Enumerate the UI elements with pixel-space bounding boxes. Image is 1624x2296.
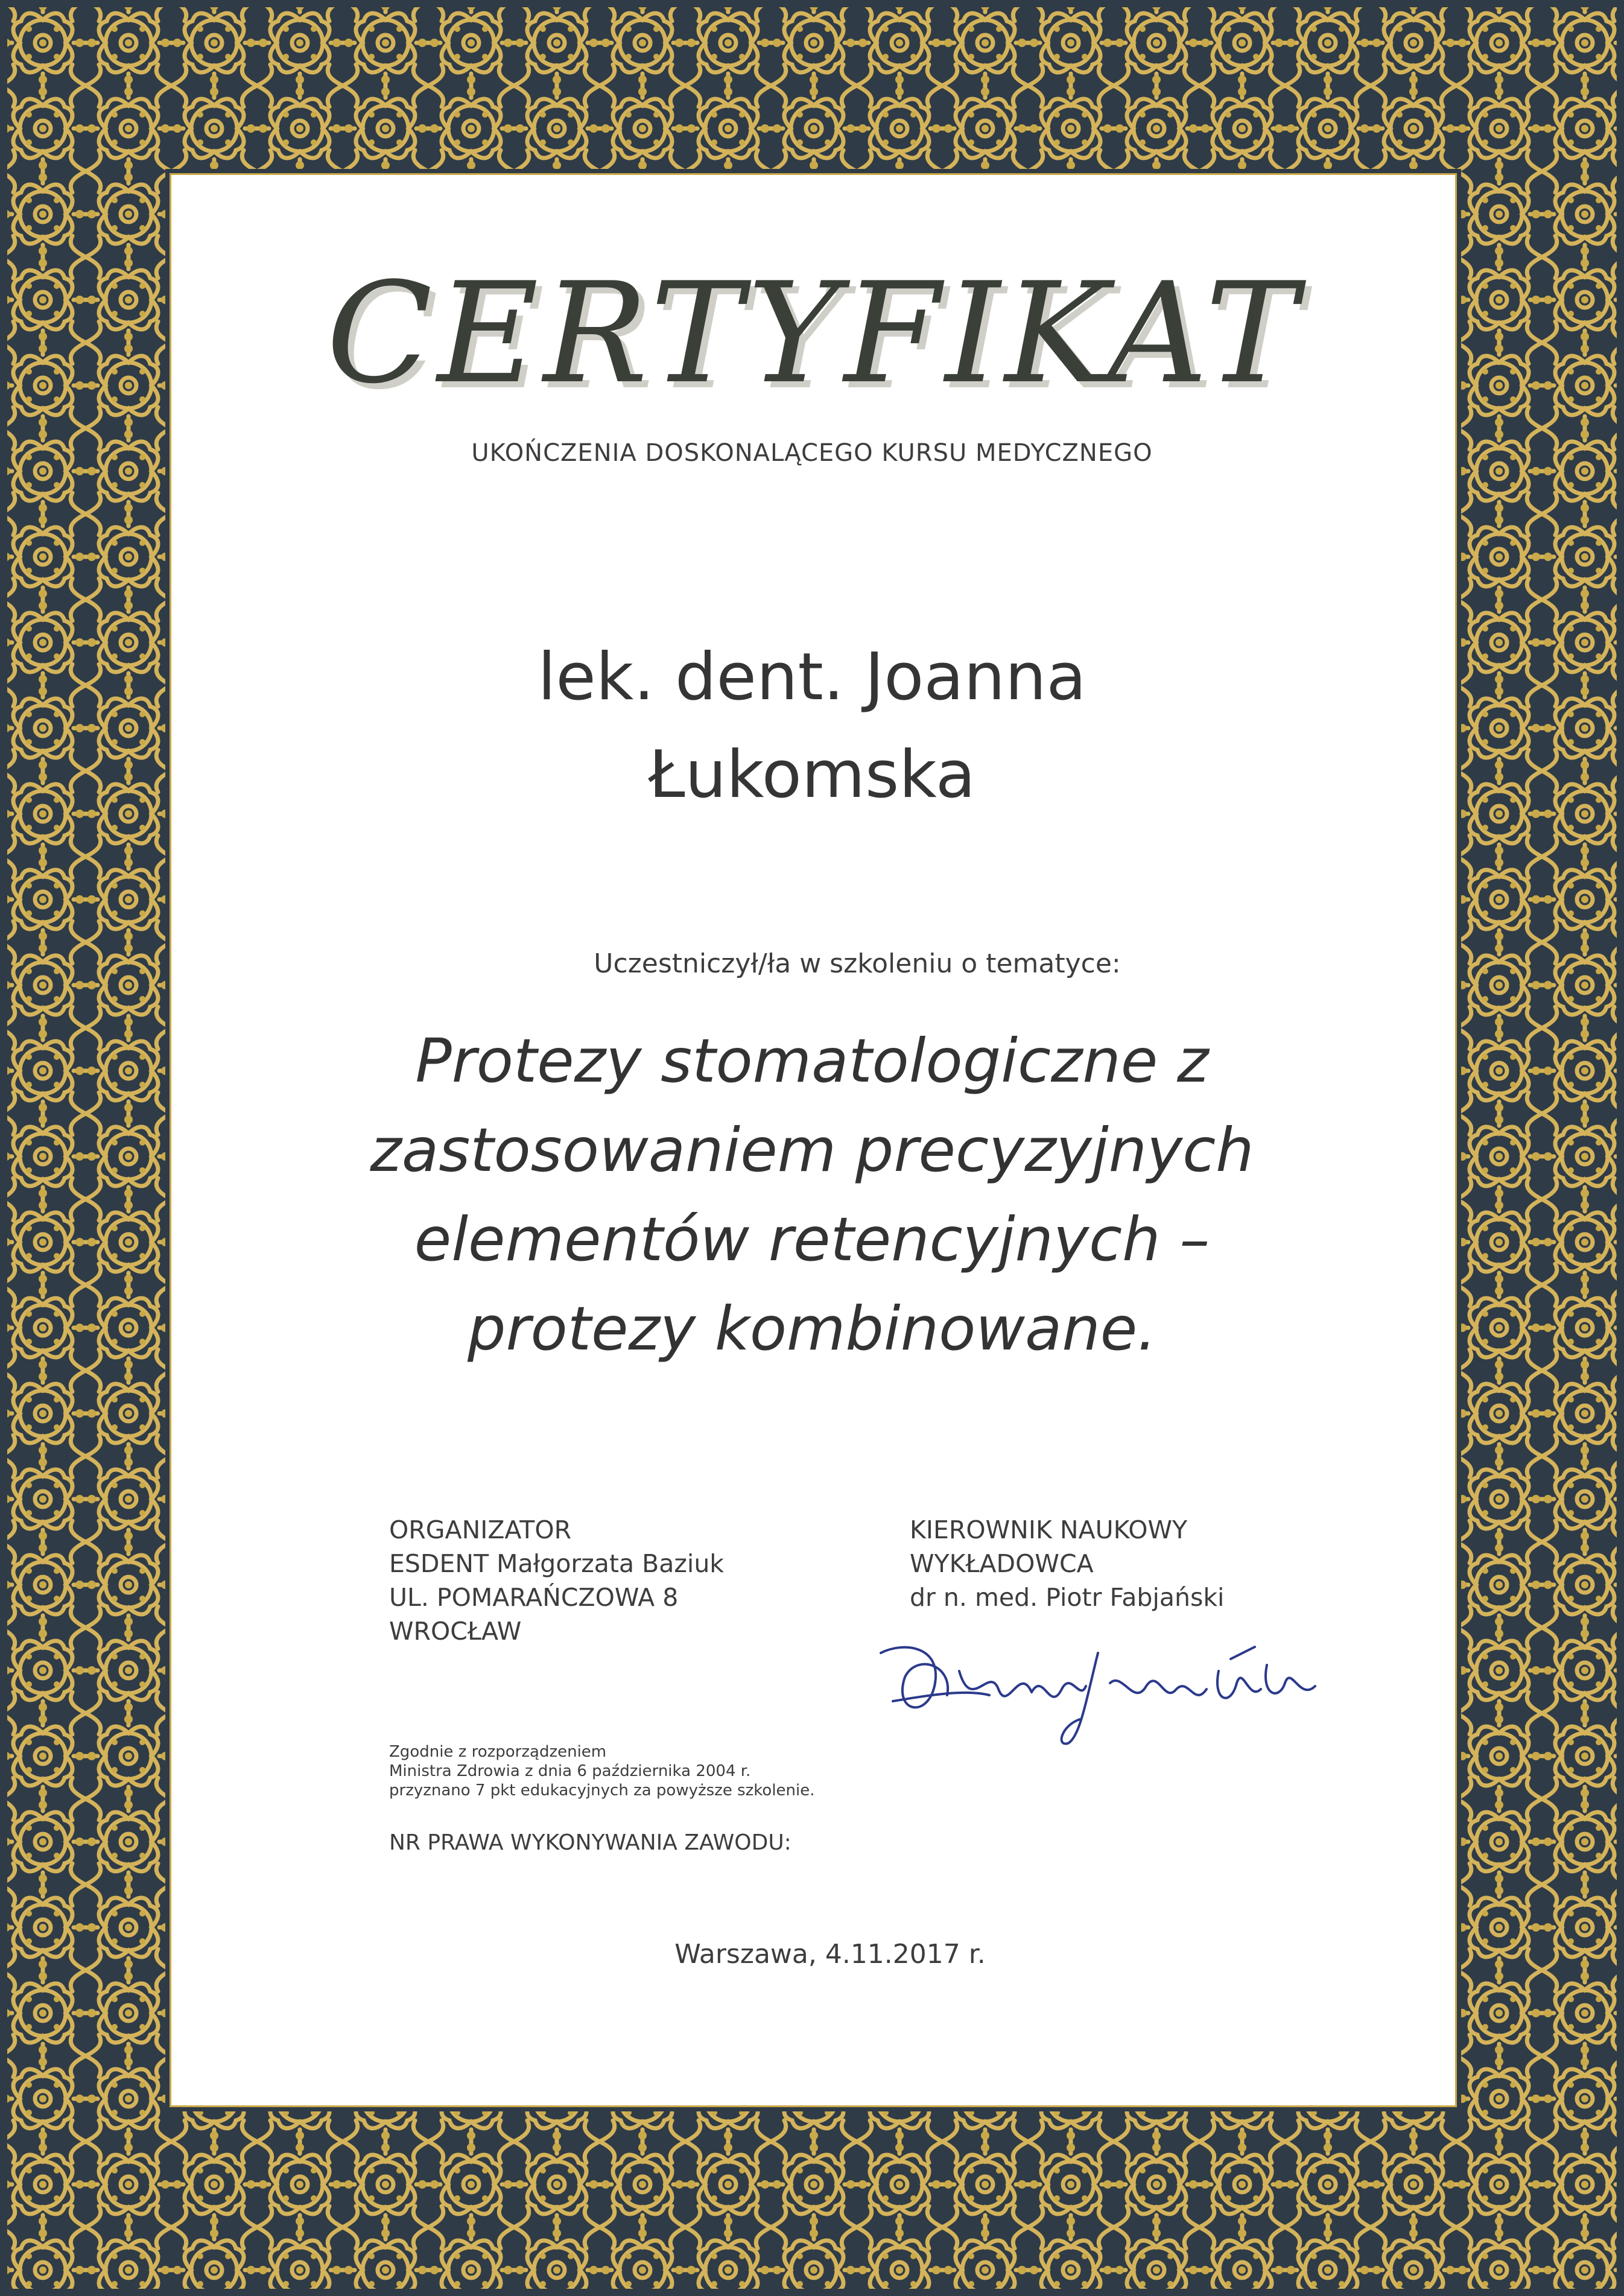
- organizer-block: [389, 1513, 724, 1648]
- regulation-note-line: przyznano 7 pkt edukacyjnych za powyższe szkolenie.: [389, 1781, 815, 1800]
- scientific-lead-heading: KIEROWNIK NAUKOWY: [910, 1515, 1188, 1544]
- certificate-subtitle: UKOŃCZENIA DOSKONALĄCEGO KURSU MEDYCZNEGO: [471, 439, 1153, 467]
- recipient-name-line2: Łukomska: [648, 737, 976, 813]
- organizer-city: WROCŁAW: [389, 1617, 522, 1646]
- title-block: [265, 253, 1363, 434]
- regulation-note-line: Zgodnie z rozporządzeniem: [389, 1743, 607, 1761]
- organizer-address: UL. POMARAŃCZOWA 8: [389, 1583, 679, 1612]
- recipient-name-line1: lek. dent. Joanna: [538, 639, 1086, 715]
- organizer-heading: ORGANIZATOR: [389, 1515, 572, 1544]
- lecturer-name: dr n. med. Piotr Fabjański: [910, 1583, 1225, 1612]
- certificate-title: CERTYFIKAT: [326, 253, 1303, 414]
- scientific-lead-block: [910, 1513, 1224, 1614]
- topic-line: Protezy stomatologiczne z: [415, 1026, 1209, 1096]
- license-number-label: NR PRAWA WYKONYWANIA ZAWODU:: [389, 1830, 791, 1855]
- topic-line: zastosowaniem precyzyjnych: [370, 1115, 1254, 1185]
- regulation-note: [389, 1742, 815, 1800]
- organizer-name: ESDENT Małgorzata Baziuk: [389, 1549, 725, 1578]
- topic-line: protezy kombinowane.: [467, 1293, 1157, 1364]
- regulation-note-line: Ministra Zdrowia z dnia 6 października 2004 r.: [389, 1762, 751, 1780]
- lecturer-role: WYKŁADOWCA: [910, 1549, 1094, 1578]
- place-and-date: Warszawa, 4.11.2017 r.: [674, 1939, 986, 1970]
- topic-line: elementów retencyjnych –: [414, 1204, 1210, 1275]
- participation-text: Uczestniczył/ła w szkoleniu o tematyce:: [594, 948, 1121, 979]
- handwritten-signature: [869, 1629, 1345, 1749]
